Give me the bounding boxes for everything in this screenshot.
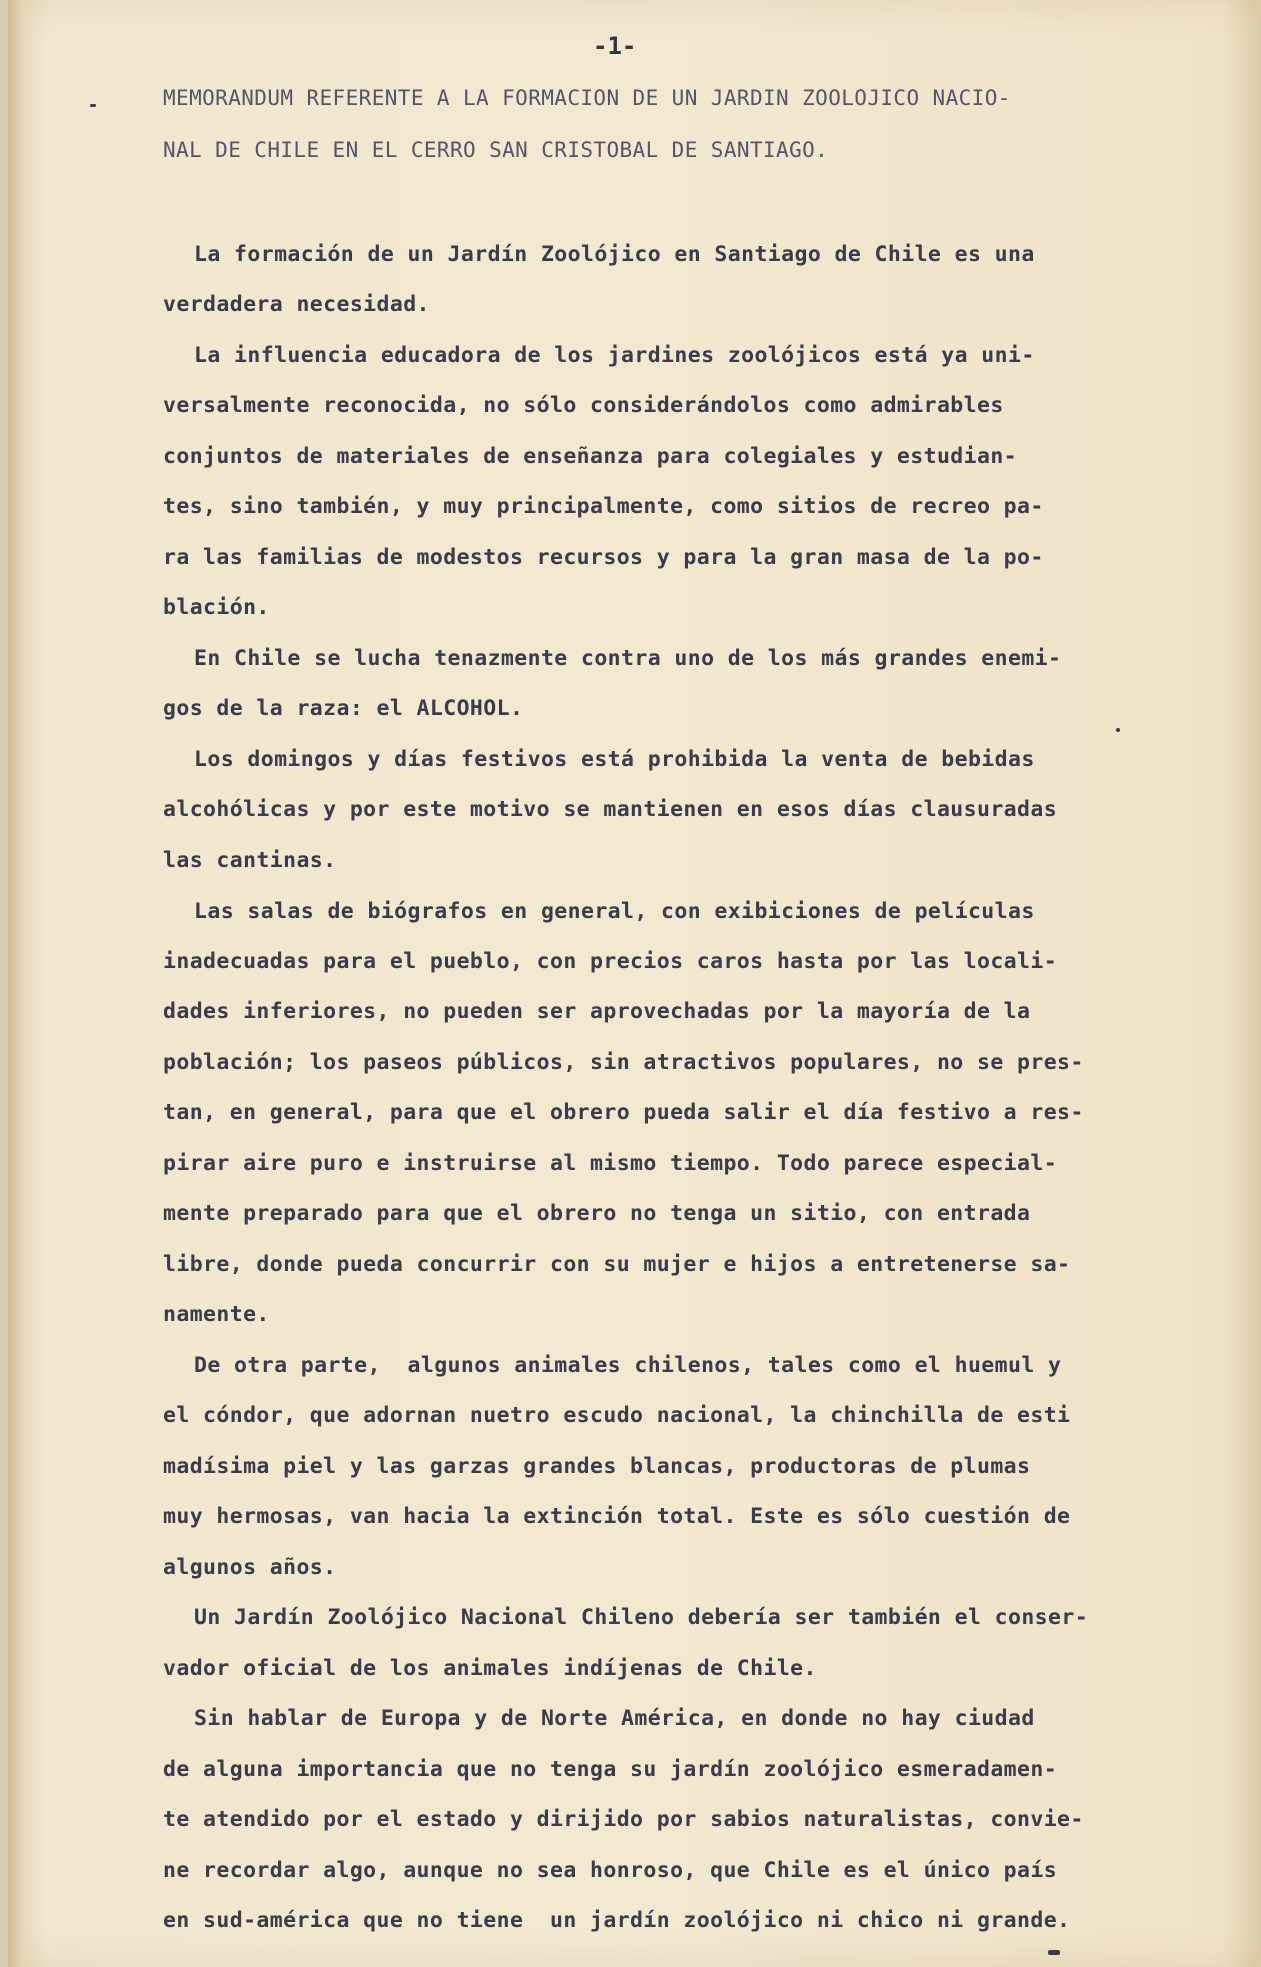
body-line: gos de la raza: el ALCOHOL. [163,696,524,721]
body-line: tan, en general, para que el obrero pueda salir el día festivo a res- [163,1100,1084,1125]
body-line: dades inferiores, no pueden ser aprovechadas por la mayoría de la [163,999,1031,1024]
body-line: En Chile se lucha tenazmente contra uno de los más grandes enemi- [194,646,1062,671]
body-line: algunos años. [163,1555,337,1580]
body-line: namente. [163,1302,270,1327]
body-line: Un Jardín Zoolójico Nacional Chileno debería ser también el conser- [194,1605,1089,1630]
body-line: el cóndor, que adornan nuetro escudo nacional, la chinchilla de esti [163,1403,1071,1428]
body-line: blación. [163,595,270,620]
body-line: alcohólicas y por este motivo se mantienen en esos días clausuradas [163,797,1058,822]
ink-mark [90,104,96,107]
body-line: en sud-américa que no tiene un jardín zoolójico ni chico ni grande. [163,1908,1071,1933]
body-line: inadecuadas para el pueblo, con precios caros hasta por las locali- [163,949,1058,974]
ink-mark [1048,1950,1060,1955]
body-line: muy hermosas, van hacia la extinción total. Este es sólo cuestión de [163,1504,1071,1529]
memo-title-line-2: NAL DE CHILE EN EL CERRO SAN CRISTOBAL DE SANTIAGO. [163,138,829,162]
body-line: versalmente reconocida, no sólo considerándolos como admirables [163,393,1004,418]
body-line: verdadera necesidad. [163,292,430,317]
page-number: -1- [593,32,637,60]
body-line: ra las familias de modestos recursos y para la gran masa de la po- [163,545,1044,570]
body-line: de alguna importancia que no tenga su jardín zoolójico esmeradamen- [163,1757,1058,1782]
body-line: Los domingos y días festivos está prohibida la venta de bebidas [194,747,1035,772]
body-line: te atendido por el estado y dirijido por sabios naturalistas, convie- [163,1807,1084,1832]
body-line: madísima piel y las garzas grandes blancas, productoras de plumas [163,1454,1031,1479]
body-line: La influencia educadora de los jardines zoolójicos está ya uni- [194,343,1035,368]
ink-mark [1116,728,1120,732]
body-line: las cantinas. [163,848,337,873]
body-line: tes, sino también, y muy principalmente, como sitios de recreo pa- [163,494,1044,519]
body-line: La formación de un Jardín Zoolójico en Santiago de Chile es una [194,242,1035,267]
body-line: libre, donde pueda concurrir con su mujer e hijos a entretenerse sa- [163,1252,1071,1277]
body-line: ne recordar algo, aunque no sea honroso, que Chile es el único país [163,1858,1058,1883]
body-line: Sin hablar de Europa y de Norte América, en donde no hay ciudad [194,1706,1035,1731]
body-line: conjuntos de materiales de enseñanza para colegiales y estudian- [163,444,1018,469]
page-edge [8,0,24,1967]
body-line: Las salas de biógrafos en general, con exibiciones de películas [194,899,1035,924]
body-line: pirar aire puro e instruirse al mismo tiempo. Todo parece especial- [163,1151,1058,1176]
body-line: De otra parte, algunos animales chilenos, tales como el huemul y [194,1353,1062,1378]
body-line: población; los paseos públicos, sin atractivos populares, no se pres- [163,1050,1084,1075]
memo-title-line-1: MEMORANDUM REFERENTE A LA FORMACION DE UN JARDIN ZOOLOJICO NACIO- [163,86,1011,110]
body-line: vador oficial de los animales indíjenas de Chile. [163,1656,817,1681]
body-line: mente preparado para que el obrero no tenga un sitio, con entrada [163,1201,1031,1226]
document-page [8,0,1261,1967]
